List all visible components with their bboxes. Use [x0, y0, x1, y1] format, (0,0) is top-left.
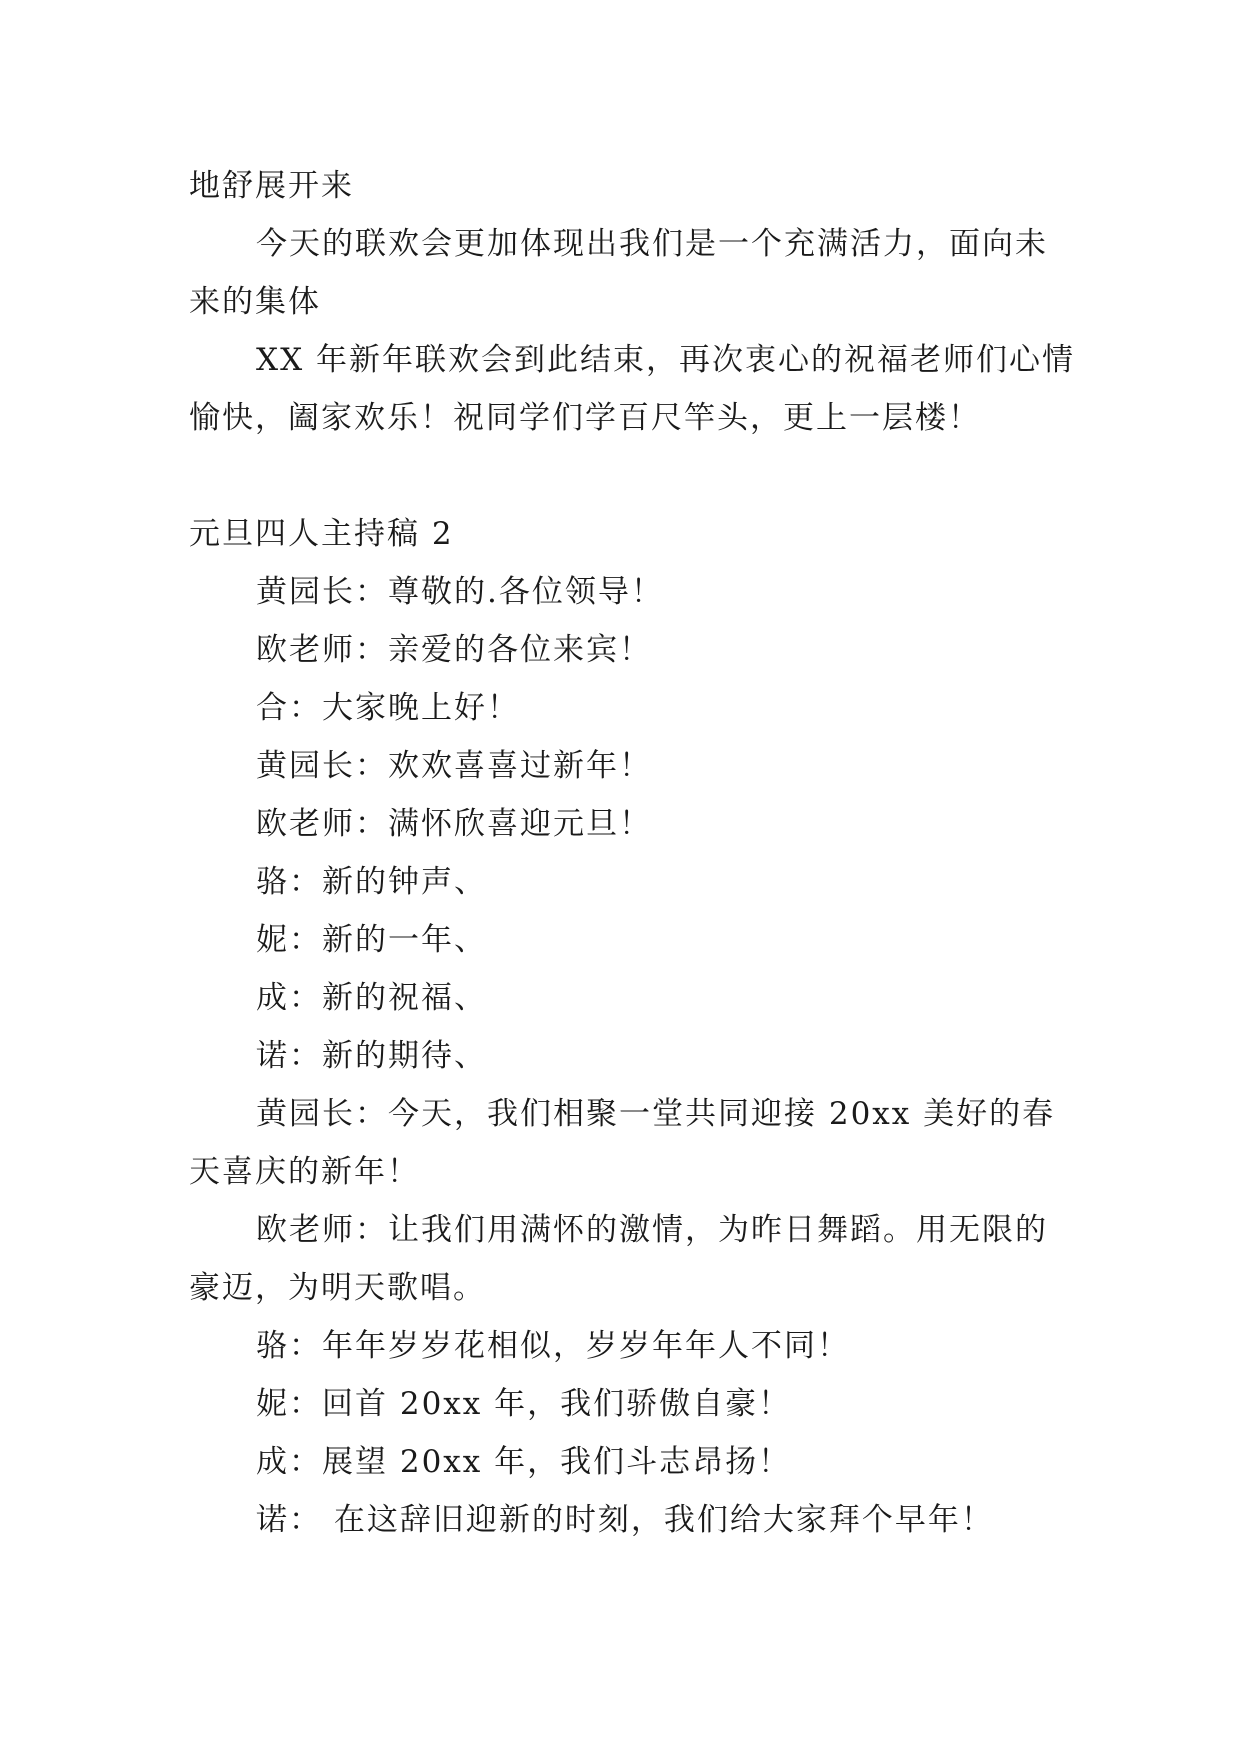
dialogue-line: 黄园长：欢欢喜喜过新年！	[256, 748, 652, 784]
dialogue-line: 黄园长：今天，我们相聚一堂共同迎接 20xx 美好的春	[256, 1096, 1056, 1132]
dialogue-line: 成：新的祝福、	[256, 980, 487, 1016]
dialogue-line: 欧老师：让我们用满怀的激情，为昨日舞蹈。用无限的	[256, 1212, 1048, 1248]
dialogue-line: 合：大家晚上好！	[256, 690, 520, 726]
dialogue-line: 成：展望 20xx 年，我们斗志昂扬！	[256, 1444, 792, 1480]
dialogue-line: 欧老师：亲爱的各位来宾！	[256, 632, 652, 668]
text-line: 地舒展开来	[189, 168, 354, 204]
text-line: XX 年新年联欢会到此结束，再次衷心的祝福老师们心情	[256, 342, 1075, 378]
section-title: 元旦四人主持稿 2	[189, 516, 454, 552]
dialogue-line: 豪迈，为明天歌唱。	[189, 1270, 486, 1306]
dialogue-line: 妮：新的一年、	[256, 922, 487, 958]
dialogue-line: 欧老师：满怀欣喜迎元旦！	[256, 806, 652, 842]
dialogue-line: 诺： 在这辞旧迎新的时刻，我们给大家拜个早年！	[256, 1502, 994, 1538]
dialogue-line: 天喜庆的新年！	[189, 1154, 420, 1190]
dialogue-line: 黄园长：尊敬的.各位领导！	[256, 574, 664, 610]
dialogue-line: 妮：回首 20xx 年，我们骄傲自豪！	[256, 1386, 792, 1422]
dialogue-line: 诺：新的期待、	[256, 1038, 487, 1074]
text-line: 来的集体	[189, 284, 321, 320]
text-line: 今天的联欢会更加体现出我们是一个充满活力，面向未	[256, 226, 1048, 262]
dialogue-line: 骆：新的钟声、	[256, 864, 487, 900]
dialogue-line: 骆：年年岁岁花相似，岁岁年年人不同！	[256, 1328, 850, 1364]
text-line: 愉快，阖家欢乐！祝同学们学百尺竿头，更上一层楼！	[189, 400, 981, 436]
